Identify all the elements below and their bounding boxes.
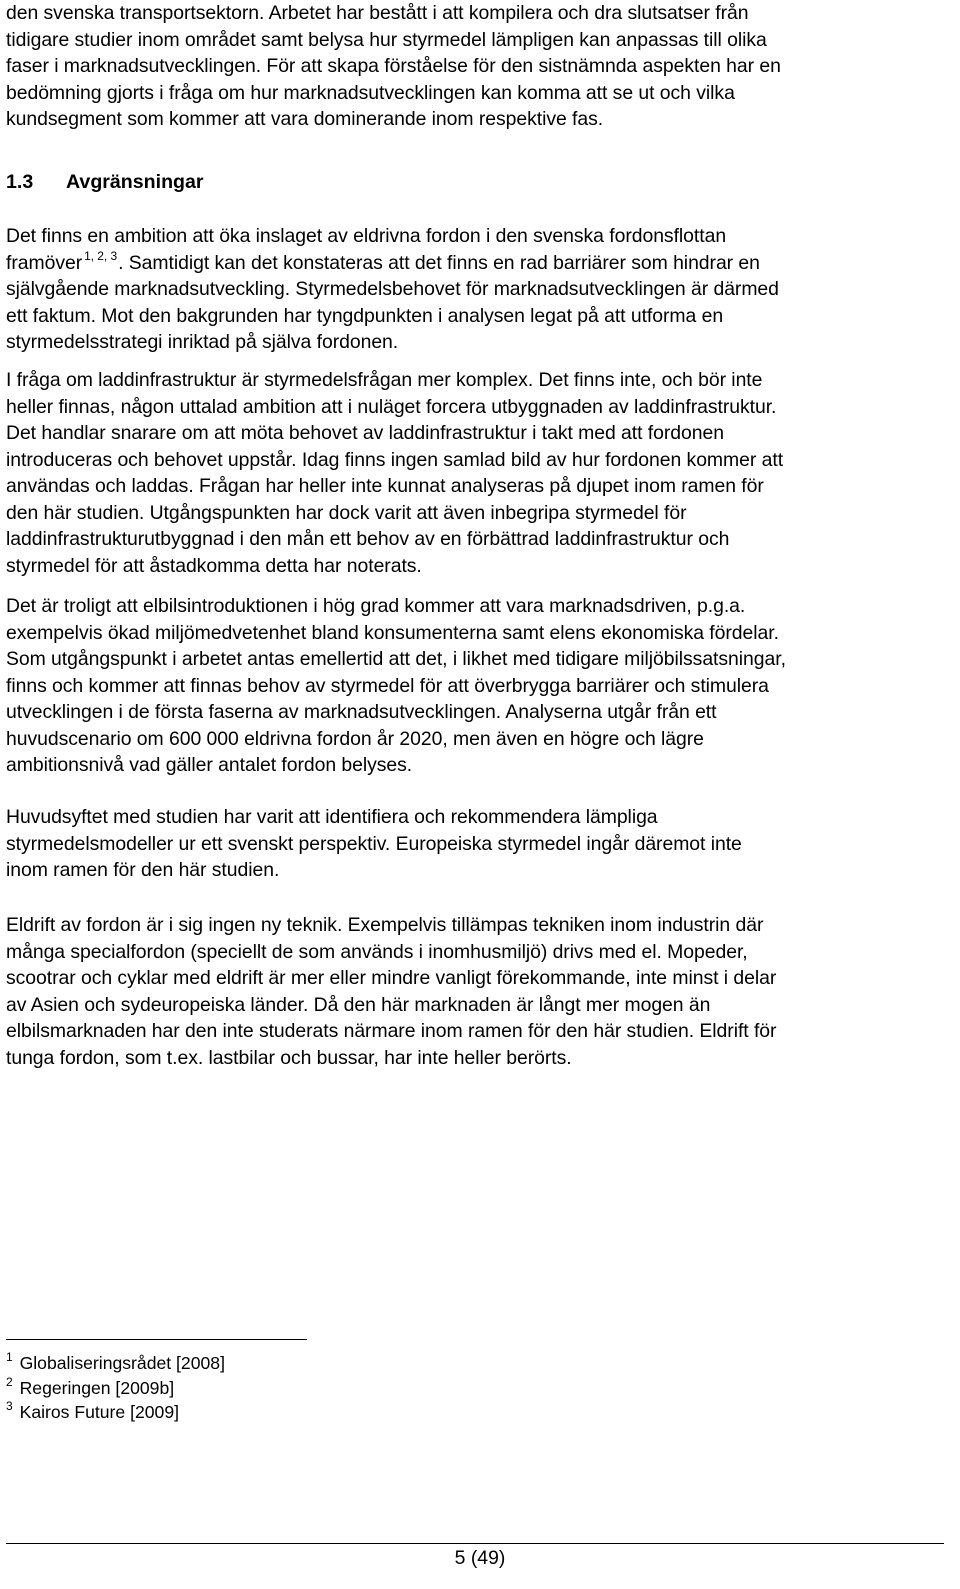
text-line: ett faktum. Mot den bakgrunden har tyngdpunkten i analysen legat på att utforma en	[6, 304, 724, 327]
text-line: den svenska transportsektorn. Arbetet har bestått i att kompilera och dra slutsatser från	[6, 2, 749, 24]
text-line: Det handlar snarare om att möta behovet av laddinfrastruktur i takt med att fordonen	[6, 422, 724, 444]
text-line: utvecklingen i de första faserna av marknadsutvecklingen. Analyserna utgår från ett	[6, 701, 717, 723]
footnote	[6, 1400, 225, 1425]
text-line: exempelvis ökad miljömedvetenhet bland konsumenterna samt elens ekonomiska fördelar.	[6, 621, 779, 644]
purpose-paragraph	[6, 804, 946, 884]
section-number: 1.3	[6, 171, 34, 193]
text-line: laddinfrastrukturutbyggnad i den mån ett behov av en förbättrad laddinfrastruktur och	[6, 528, 730, 550]
text-line: användas och laddas. Frågan har heller inte kunnat analyseras på djupet inom ramen för	[6, 475, 764, 497]
text-line: tidigare studier inom området samt belysa hur styrmedel lämpligen kan anpassas till olika	[6, 28, 767, 51]
footnote-mark: 1	[6, 1350, 13, 1364]
text-line: styrmedelsmodeller ur ett svenskt perspektiv. Europeiska styrmedel ingår däremot inte	[6, 832, 742, 855]
text-line: den här studien. Utgångspunkten har dock varit att även inbegripa styrmedel för	[6, 501, 687, 524]
text-line: inom ramen för den här studien.	[6, 859, 280, 881]
footnote-separator	[6, 1339, 307, 1340]
text-line: många specialfordon (speciellt de som används i inomhusmiljö) drivs med el. Mopeder,	[6, 940, 748, 963]
text-line: Huvudsyftet med studien har varit att identifiera och rekommendera lämpliga	[6, 806, 658, 828]
section-heading	[6, 171, 204, 194]
text-line: kundsegment som kommer att vara dominerande inom respektive fas.	[6, 108, 604, 130]
text-line: finns och kommer att finnas behov av styrmedel för att överbrygga barriärer och stimulera	[6, 674, 769, 697]
text-line: huvudscenario om 600 000 eldrivna fordon år 2020, men även en högre och lägre	[6, 727, 704, 750]
text-line: Det är troligt att elbilsintroduktionen i hög grad kommer att vara marknadsdriven, p.g.a.	[6, 595, 746, 617]
text-line: Eldrift av fordon är i sig ingen ny teknik. Exempelvis tillämpas tekniken inom industrin där	[6, 914, 764, 936]
footnote	[6, 1351, 225, 1376]
electric-drive-paragraph	[6, 912, 946, 1071]
text-line: styrmedelsstrategi inriktad på själva fordonen.	[6, 331, 399, 353]
footnote	[6, 1376, 225, 1401]
infrastructure-paragraph	[6, 367, 946, 579]
text-line: Som utgångspunkt i arbetet antas emellertid att det, i likhet med tidigare miljöbilssatsningar,	[6, 648, 786, 670]
intro-paragraph	[6, 0, 946, 133]
footnote-reference: 1, 2, 3	[84, 248, 118, 263]
page-footer-rule	[6, 1543, 944, 1544]
text-line: introduceras och behovet uppstår. Idag finns ingen samlad bild av hur fordonen kommer att	[6, 448, 784, 471]
text-line: I fråga om laddinfrastruktur är styrmedelsfrågan mer komplex. Det finns inte, och bör inte	[6, 369, 763, 391]
market-paragraph	[6, 593, 946, 779]
text-fragment: framöver	[6, 251, 83, 274]
page-number: 5 (49)	[454, 1547, 506, 1569]
footnote-mark: 3	[6, 1399, 13, 1413]
text-line: ambitionsnivå vad gäller antalet fordon belyses.	[6, 754, 413, 776]
text-line: bedömning gjorts i fråga om hur marknadsutvecklingen kan komma att se ut och vilka	[6, 81, 735, 104]
text-line: tunga fordon, som t.ex. lastbilar och bussar, har inte heller berörts.	[6, 1046, 572, 1069]
text-line: scootrar och cyklar med eldrift är mer eller mindre vanligt förekommande, inte minst i delar	[6, 967, 777, 989]
footnotes	[6, 1351, 225, 1425]
text-line: Det finns en ambition att öka inslaget av eldrivna fordon i den svenska fordonsflottan	[6, 225, 727, 247]
text-line: av Asien och sydeuropeiska länder. Då den här marknaden är långt mer mogen än	[6, 993, 711, 1016]
text-fragment: . Samtidigt kan det konstateras att det finns en rad barriärer som hindrar en	[118, 251, 760, 274]
section-title: Avgränsningar	[66, 171, 204, 193]
text-line: självgående marknadsutveckling. Styrmedelsbehovet för marknadsutvecklingen är därmed	[6, 278, 779, 300]
text-line: heller finnas, någon uttalad ambition att i nuläget forcera utbyggnaden av laddinfrastruktur.	[6, 395, 777, 418]
ambition-paragraph	[6, 223, 946, 356]
footnote-text: Globaliseringsrådet [2008]	[19, 1353, 225, 1373]
footnote-text: Kairos Future [2009]	[19, 1402, 179, 1422]
text-line: elbilsmarknaden har den inte studerats närmare inom ramen för den här studien. Eldrift för	[6, 1020, 777, 1042]
text-line: faser i marknadsutvecklingen. För att skapa förståelse för den sistnämnda aspekten har en	[6, 55, 781, 77]
text-line	[6, 250, 946, 277]
footnote-text: Regeringen [2009b]	[19, 1377, 175, 1398]
footnote-mark: 2	[6, 1374, 13, 1389]
text-line: styrmedel för att åstadkomma detta har noterats.	[6, 554, 422, 577]
